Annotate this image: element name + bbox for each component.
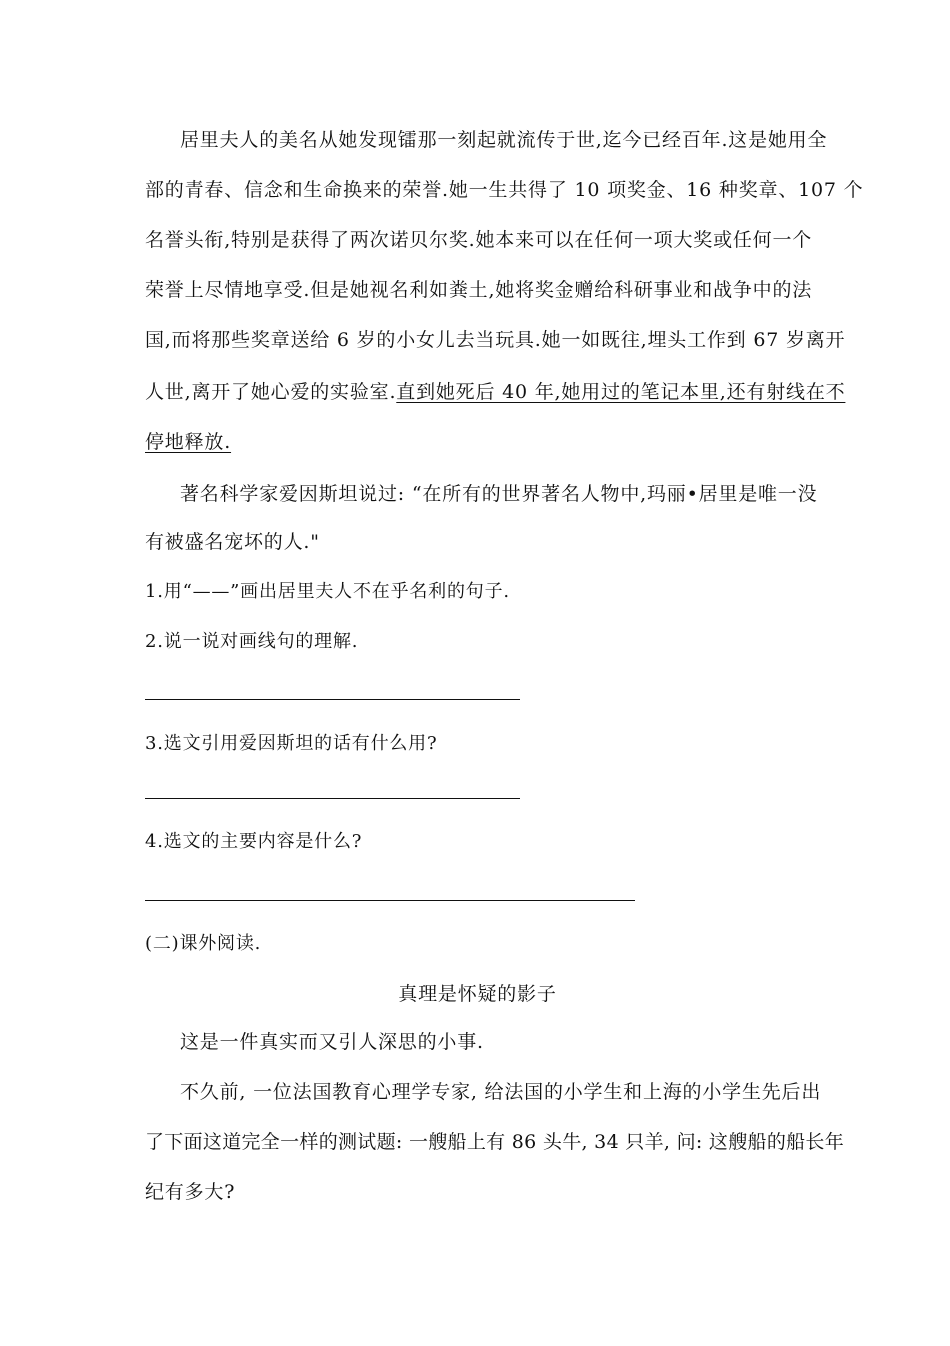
answer-line-4[interactable] [145, 900, 635, 901]
einstein-quote-line-2: 有被盛名宠坏的人." [145, 531, 320, 553]
article-title: 真理是怀疑的影子 [398, 983, 557, 1005]
underlined-sentence-part-2: 停地释放. [145, 431, 232, 453]
question-2: 2.说一说对画线句的理解. [145, 631, 359, 652]
article-para-2-line-2: 了下面这道完全一样的测试题: 一艘船上有 86 头牛, 34 只羊, 问: 这艘船的船长年 [145, 1131, 845, 1153]
underlined-sentence-part-1: 直到她死后 40 年,她用过的笔记本里,还有射线在不 [396, 381, 846, 403]
article-para-2-line-3: 纪有多大? [145, 1181, 236, 1203]
answer-line-2[interactable] [145, 699, 520, 700]
article-para-2-line-1: 不久前, 一位法国教育心理学专家, 给法国的小学生和上海的小学生先后出 [180, 1081, 822, 1103]
question-4: 4.选文的主要内容是什么? [145, 831, 363, 852]
question-1: 1.用“——”画出居里夫人不在乎名利的句子. [145, 581, 510, 602]
question-3: 3.选文引用爱因斯坦的话有什么用? [145, 733, 438, 754]
passage-line-2: 部的青春、信念和生命换来的荣誉.她一生共得了 10 项奖金、16 种奖章、107 个 [145, 179, 864, 201]
passage-line-1: 居里夫人的美名从她发现镭那一刻起就流传于世,迄今已经百年.这是她用全 [180, 129, 828, 151]
passage-line-7 [145, 428, 231, 456]
answer-line-3[interactable] [145, 798, 520, 799]
passage-line-4: 荣誉上尽情地享受.但是她视名利如粪土,她将奖金赠给科研事业和战争中的法 [145, 279, 813, 301]
passage-line-6 [145, 378, 845, 406]
passage-line-5: 国,而将那些奖章送给 6 岁的小女儿去当玩具.她一如既往,埋头工作到 67 岁离开 [145, 329, 846, 351]
einstein-quote-line-1: 著名科学家爱因斯坦说过: “在所有的世界著名人物中,玛丽•居里是唯一没 [180, 483, 818, 505]
passage-line-3: 名誉头衔,特别是获得了两次诺贝尔奖.她本来可以在任何一项大奖或任何一个 [145, 229, 813, 251]
article-para-1: 这是一件真实而又引人深思的小事. [180, 1031, 484, 1053]
passage-line-6-plain: 人世,离开了她心爱的实验室. [145, 381, 397, 403]
section-heading: (二)课外阅读. [145, 933, 262, 954]
